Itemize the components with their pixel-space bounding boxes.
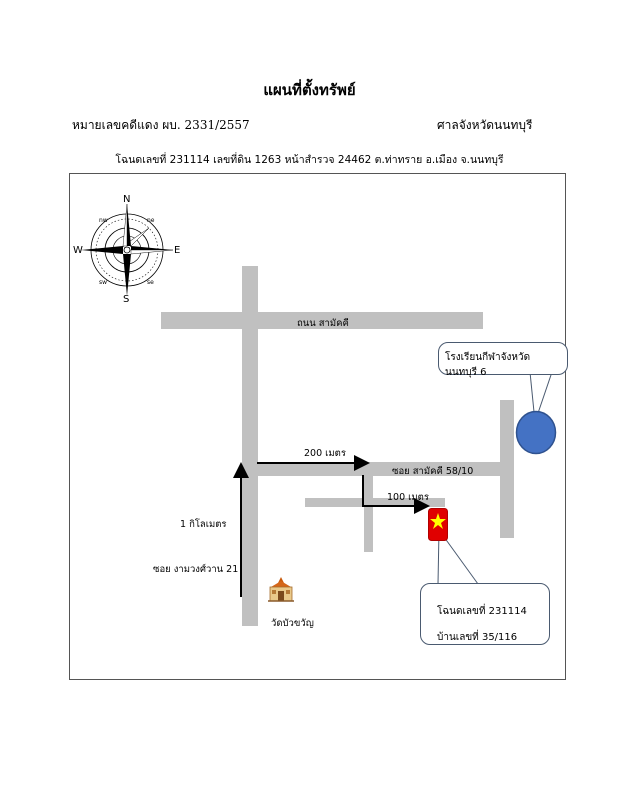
property-marker-icon xyxy=(428,508,448,541)
school-marker-icon xyxy=(515,410,557,455)
property-house-text: บ้านเลขที่ 35/116 xyxy=(437,632,518,643)
label-100m: 100 เมตร xyxy=(387,492,429,503)
compass-nw: nw xyxy=(99,217,108,224)
compass-e: E xyxy=(174,245,181,256)
compass-w: W xyxy=(73,245,83,256)
map-title: แผนที่ตั้งทรัพย์ xyxy=(263,81,356,99)
case-number: หมายเลขคดีแดง ผบ. 2331/2557 xyxy=(72,118,250,132)
label-soi-ngamwongwan: ซอย งามวงศ์วาน 21 xyxy=(153,564,239,575)
label-road-samakkhi: ถนน สามัคคี xyxy=(297,318,349,329)
school-callout-text: โรงเรียนกีฬาจังหวัดนนทบุรี 6 xyxy=(445,352,531,378)
property-callout xyxy=(420,583,550,645)
compass-se: se xyxy=(147,279,154,286)
compass-sw: sw xyxy=(99,279,108,286)
school-callout xyxy=(438,342,568,378)
court-name: ศาลจังหวัดนนทบุรี xyxy=(437,118,533,132)
deed-info: โฉนดเลขที่ 231114 เลขที่ดิน 1263 หน้าสำรวจ 24462 ต.ท่าทราย อ.เมือง จ.นนทบุรี xyxy=(115,154,504,166)
compass-ne: ne xyxy=(147,217,155,224)
temple-icon xyxy=(267,576,295,604)
compass-n: N xyxy=(123,194,131,205)
label-200m: 200 เมตร xyxy=(304,448,346,459)
property-deed-text: โฉนดเลขที่ 231114 xyxy=(437,606,527,617)
compass-s: S xyxy=(123,294,130,305)
label-soi-samakkhi: ซอย สามัคคี 58/10 xyxy=(392,466,474,477)
label-temple: วัดบัวขวัญ xyxy=(271,618,314,629)
label-1km: 1 กิโลเมตร xyxy=(180,519,227,530)
